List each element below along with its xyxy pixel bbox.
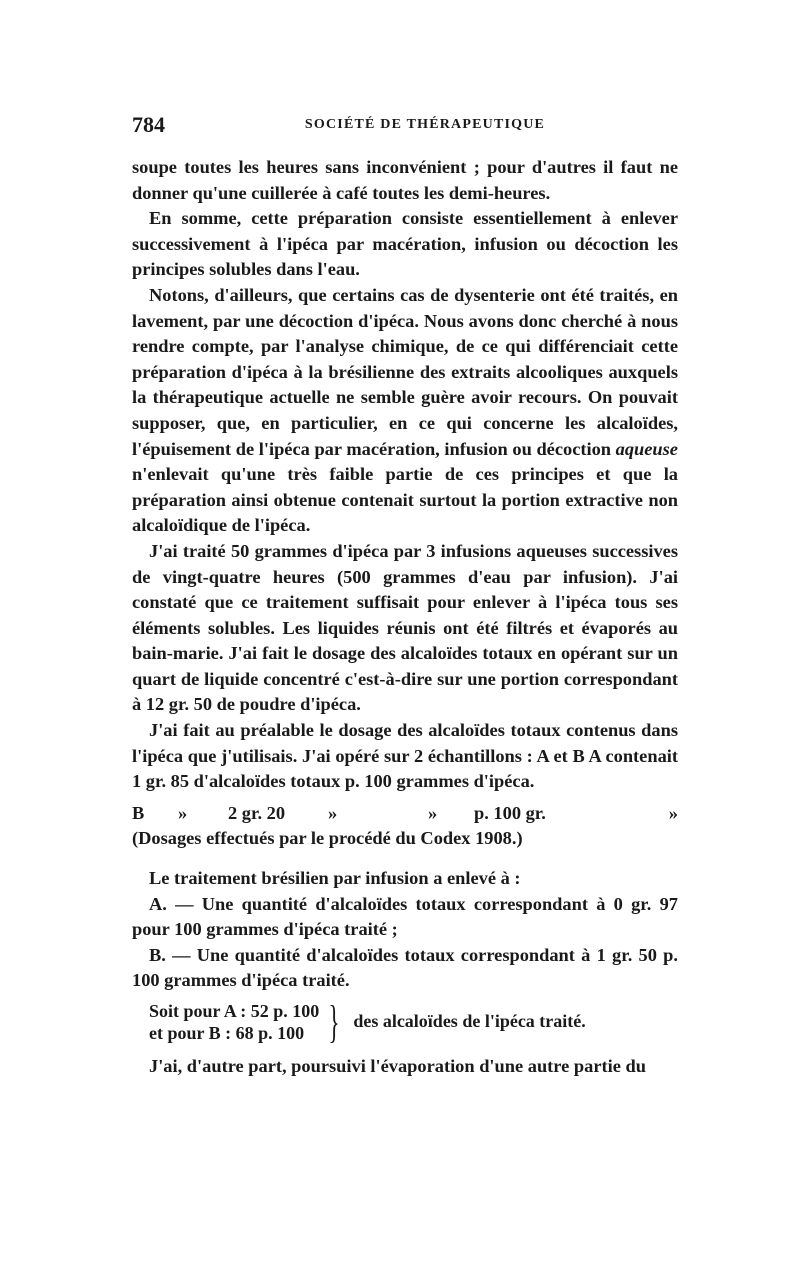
ditto-mark: » [428,802,438,823]
brace-icon: } [328,996,340,1047]
paragraph-3 [132,283,678,539]
page-number: 784 [132,112,165,137]
paragraph-2: En somme, cette préparation consiste essentiellement à enlever successivement à l'ipéca par macération, infusion ou décoction les principes solubles dans l'eau. [132,208,678,280]
sample-b-unit: p. 100 gr. [474,802,546,823]
sample-b-row [132,801,678,827]
sample-b-value: 2 gr. 20 [228,802,286,823]
ditto-mark: » [668,802,678,823]
sample-b-label: B [132,802,145,823]
ditto-mark: » [178,802,188,823]
paragraph-1: soupe toutes les heures sans inconvénient ; pour d'autres il faut ne donner qu'une cuillerée à café toutes les demi-heures. [132,157,678,203]
page-body [132,155,678,1080]
paragraph-3-part-a: Notons, d'ailleurs, que certains cas de dysenterie ont été traités, en lavement, par une décoction d'ipéca. Nous avons donc cherché à nous rendre compte, par l'analyse chimique, de ce qui différenciait cette préparation d'ipéca à la brésilienne des extraits alcooliques auxquels la thérapeutique actuelle ne semble guère avoir recours. On pouvait supposer, que, en particulier, en ce qui concerne les alcaloïdes, l'épuisement de l'ipéca par macération, infusion ou décoction [132,284,678,459]
ditto-mark: » [328,802,338,823]
paragraph-6: (Dosages effectués par le procédé du Codex 1908.) [132,828,523,849]
italic-aqueuse: aqueuse [615,438,678,459]
paragraph-5: J'ai fait au préalable le dosage des alcaloïdes totaux contenus dans l'ipéca que j'utilisais. J'ai opéré sur 2 échantillons : A et B A contenait 1 gr. 85 d'alcaloïdes totaux p. 100 grammes d'ipéca. [132,720,678,792]
paragraph-9: B. — Une quantité d'alcaloïdes totaux correspondant à 1 gr. 50 p. 100 grammes d'ipéca traité. [132,944,678,991]
paragraph-7: Le traitement brésilien par infusion a enlevé à : [149,868,521,889]
comparison-line-b: et pour B : 68 p. 100 [149,1023,305,1043]
running-title: SOCIÉTÉ DE THÉRAPEUTIQUE [304,117,546,132]
paragraph-4: J'ai traité 50 grammes d'ipéca par 3 infusions aqueuses successives de vingt-quatre heures (500 grammes d'eau par infusion). J'ai constaté que ce traitement suffisait pour enlever à l'ipéca tous ses éléments solubles. Les liquides réunis ont été filtrés et évaporés au bain-marie. J'ai fait le dosage des alcaloïdes totaux en opérant sur un quart de liquide concentré c'est-à-dire sur une portion correspondant à 12 gr. 50 de poudre d'ipéca. [132,540,678,715]
comparison-line-a: Soit pour A : 52 p. 100 [149,1001,320,1021]
paragraph-10: J'ai, d'autre part, poursuivi l'évaporation d'une autre partie du [149,1056,646,1076]
paragraph-8: A. — Une quantité d'alcaloïdes totaux correspondant à 0 gr. 97 pour 100 grammes d'ipéca traité ; [132,893,678,940]
paragraph-3-part-b: n'enlevait qu'une très faible partie de ces principes et que la préparation ainsi obtenue contenait surtout la portion extractive non alcaloïdique de l'ipéca. [132,464,678,536]
comparison-block [149,996,678,1047]
comparison-suffix: des alcaloïdes de l'ipéca traité. [353,1011,586,1032]
spacer [132,852,678,866]
comparison-values [149,1000,319,1044]
page-header [132,112,678,142]
